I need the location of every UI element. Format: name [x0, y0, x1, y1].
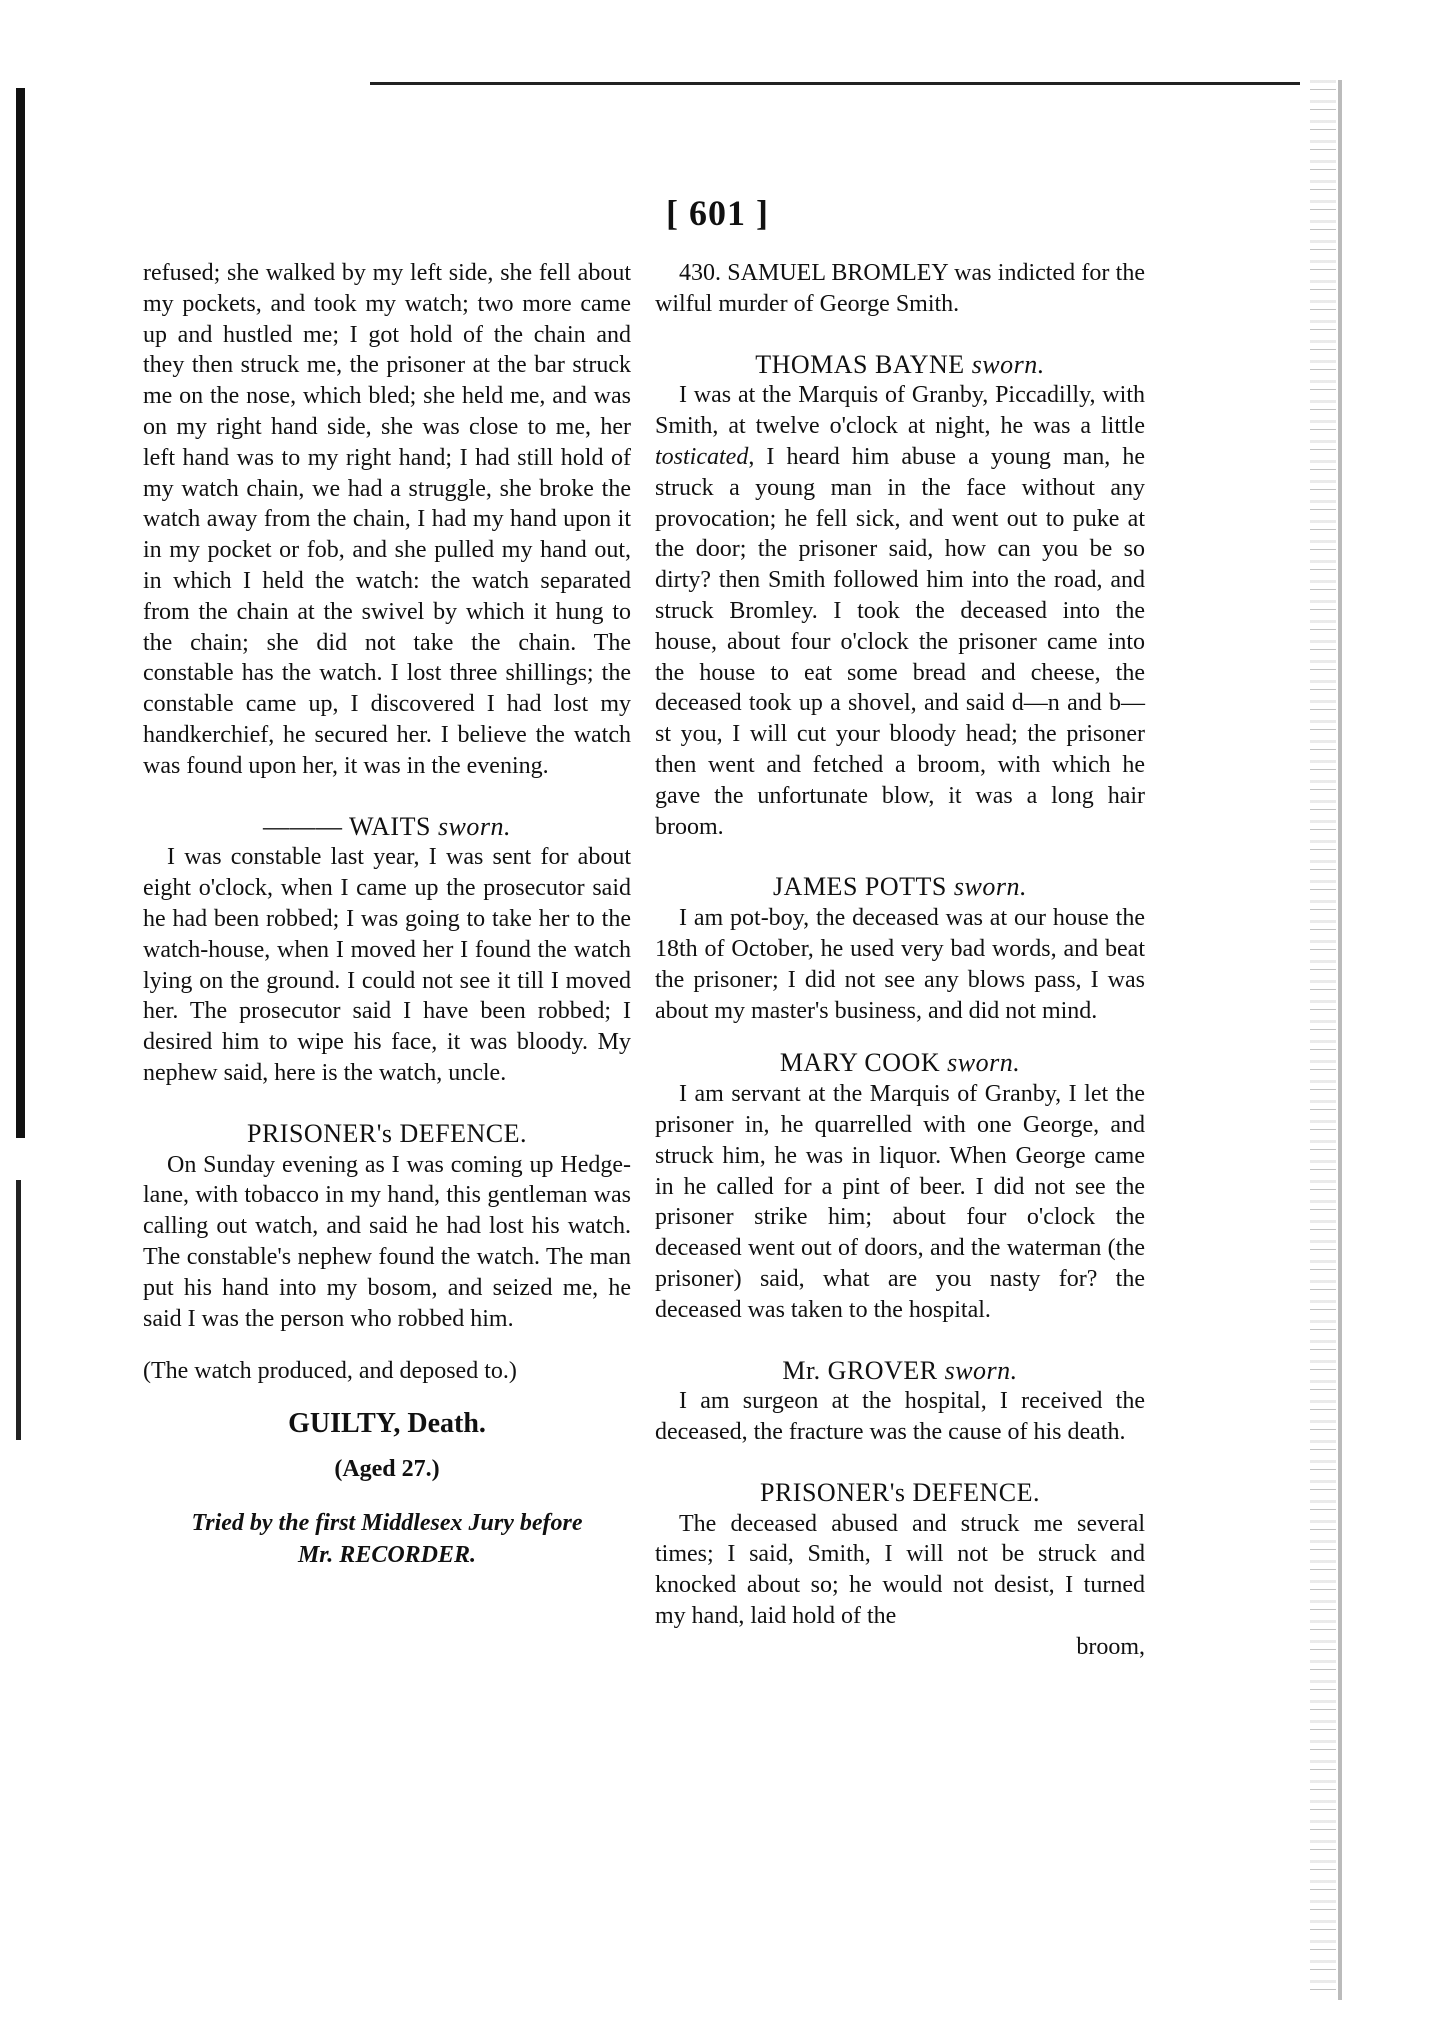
defence-heading: PRISONER's DEFENCE. [760, 1477, 1040, 1507]
sworn-label: sworn. [953, 872, 1027, 902]
testimony-part: I was at the Marquis of Granby, Piccadilly, with Smith, at twelve o'clock at night, he was a little [655, 382, 1145, 440]
witness-heading-waits [143, 812, 631, 843]
page-edge-noise [1310, 80, 1336, 2000]
page-edge-line [1338, 80, 1342, 2000]
witness-heading-bayne [655, 350, 1145, 381]
watch-produced-note: (The watch produced, and deposed to.) [143, 1358, 517, 1385]
age-note: (Aged 27.) [334, 1455, 440, 1482]
testimony-continuation: refused; she walked by my left side, she fell about my pockets, and took my watch; two more came up and hustled me; I got hold of the chain and they then struck me, the prisoner at the bar struck me on the nose, which bled; she held me, and was on my right hand side, she was close to me, her left hand was to my right hand; I had still hold of my watch chain, we had a struggle, she broke the watch away from the chain, I had my hand upon it in my pocket or fob, and she pulled my hand out, in which I held the watch: the watch separated from the chain at the swivel by which it hung to the chain; she did not take the chain. The constable has the watch. I lost three shillings; the constable came up, I discovered I had lost my handkerchief, he secured her. I believe the watch was found upon her, it was in the evening. [143, 260, 631, 779]
testimony-potts: I am pot-boy, the deceased was at our house the 18th of October, he used very bad words, and beat the prisoner; I did not see any blows pass, I was about my master's business, and did not mind. [655, 905, 1145, 1024]
witness-name: Mr. GROVER [782, 1355, 938, 1385]
top-rule [370, 82, 1300, 85]
right-column [655, 258, 1145, 1663]
sworn-label: sworn. [947, 1048, 1021, 1078]
recorder-line: Mr. RECORDER. [297, 1541, 477, 1568]
defence-heading: PRISONER's DEFENCE. [247, 1118, 527, 1148]
testimony-bayne [655, 380, 1145, 842]
binding-edge [16, 88, 25, 1138]
witness-heading-grover [655, 1356, 1145, 1387]
witness-name: JAMES POTTS [773, 872, 947, 902]
verdict: GUILTY, Death. [288, 1408, 486, 1440]
left-column [143, 258, 631, 1571]
tried-by-line: Tried by the first Middlesex Jury before [191, 1509, 583, 1536]
sworn-label: sworn. [971, 349, 1045, 379]
witness-name: MARY COOK [779, 1048, 941, 1078]
sworn-label: sworn. [944, 1355, 1018, 1385]
witness-name: ——— WAITS [262, 811, 431, 841]
defence-text: On Sunday evening as I was coming up Hedge-lane, with tobacco in my hand, this gentleman was calling out watch, and said he had lost his watch. The constable's nephew found the watch. The man put his hand into my bosom, and seized me, he said I was the person who robbed him. [143, 1151, 631, 1332]
witness-name: THOMAS BAYNE [755, 349, 965, 379]
witness-heading-potts [655, 872, 1145, 903]
testimony-waits: I was constable last year, I was sent for about eight o'clock, when I came up the prosecutor said he had been robbed; I was going to take her to the watch-house, when I moved her I found the watch lying on the ground. I could not see it till I moved her. The prosecutor said I have been robbed; I desired him to wipe his face, it was bloody. My nephew said, here is the watch, uncle. [143, 844, 631, 1086]
case-intro: 430. SAMUEL BROMLEY was indicted for the wilful murder of George Smith. [655, 260, 1145, 317]
testimony-part: , I heard him abuse a young man, he struck a young man in the face without any provocation; he fell sick, and went out to puke at the door; the prisoner said, how can you be so dirty? then Smith followed him into the road, and struck Bromley. I took the deceased into the house, about four o'clock the prisoner came into the house to eat some bread and cheese, the deceased took up a shovel, and said d—n and b—st you, I will cut your bloody head; the prisoner then went and fetched a broom, with which he gave the unfortunate blow, it was a long hair broom. [655, 443, 1145, 840]
catchword: broom, [1076, 1633, 1145, 1660]
sworn-label: sworn. [437, 811, 512, 841]
defence-text: The deceased abused and struck me several times; I said, Smith, I will not be struck and knocked about so; he would not desist, I turned my hand, laid hold of the [655, 1510, 1145, 1630]
witness-heading-cook [655, 1048, 1145, 1079]
testimony-grover: I am surgeon at the hospital, I received the deceased, the fracture was the cause of his death. [655, 1388, 1145, 1446]
page-number: [ 601 ] [666, 193, 769, 233]
testimony-cook: I am servant at the Marquis of Granby, I let the prisoner in, he quarrelled with one George, and struck him, he was in liquor. When George came in he called for a pint of beer. I did not see the prisoner strike him; about four o'clock the deceased went out of doors, and the waterman (the prisoner) said, what are you nasty for? the deceased was taken to the hospital. [655, 1081, 1145, 1323]
binding-edge-lower [16, 1180, 21, 1440]
testimony-italic-word: tosticated [655, 443, 749, 470]
